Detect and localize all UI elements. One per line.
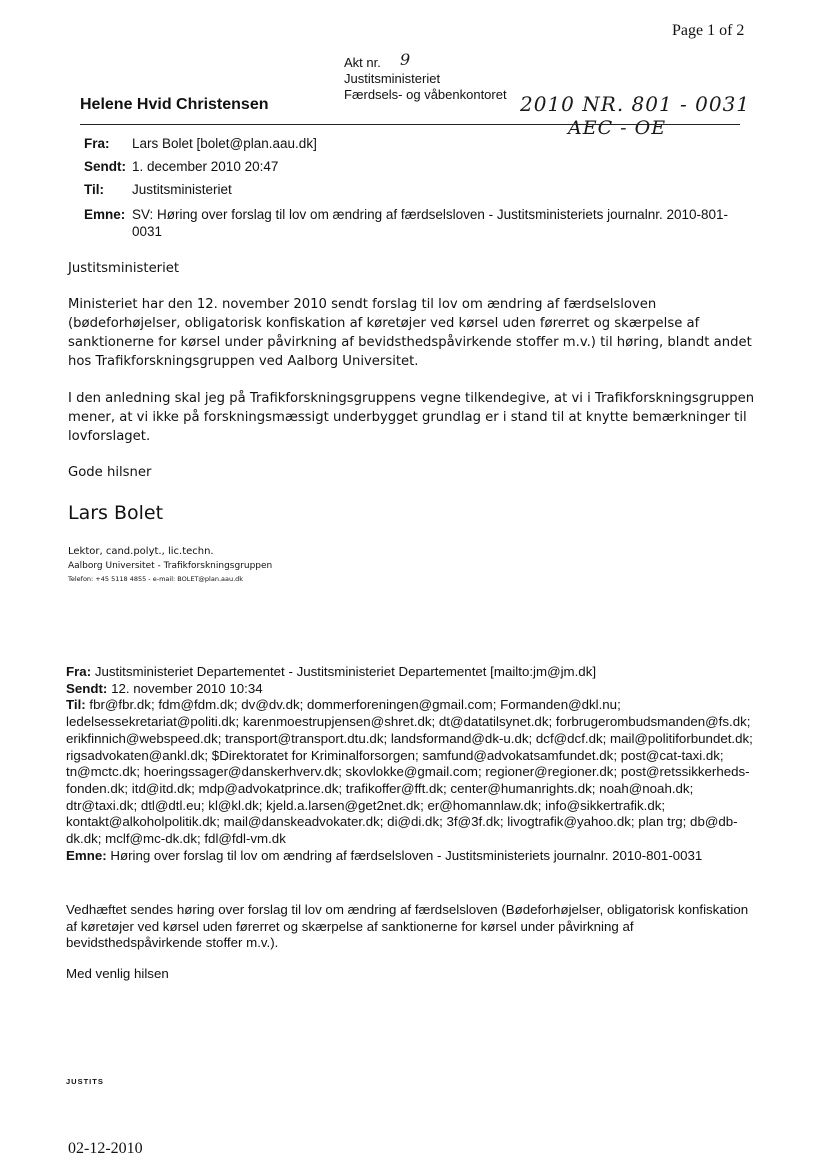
fwd-subject-label: Emne: xyxy=(66,847,107,863)
to-label: Til: xyxy=(84,182,104,197)
subject-row xyxy=(84,206,734,240)
fwd-closing: Med venlig hilsen xyxy=(66,966,169,981)
fwd-from-row xyxy=(66,664,756,681)
stamp-office: Færdsels- og våbenkontoret xyxy=(344,87,507,102)
sent-row xyxy=(84,158,278,175)
fwd-sent-row xyxy=(66,681,756,698)
fwd-subject-row xyxy=(66,848,756,865)
fwd-subject-value: Høring over forslag til lov om ændring af færdselsloven - Justitsministeriets journalnr. 2010-801-0031 xyxy=(110,847,703,863)
reply-salutation: Justitsministeriet xyxy=(68,261,180,276)
fwd-footer: JUSTITS xyxy=(66,1077,104,1086)
from-value: Lars Bolet [bolet@plan.aau.dk] xyxy=(132,136,317,151)
reply-paragraph-2: I den anledning skal jeg på Trafikforskningsgruppens vegne tilkendegive, at vi i Trafikforskningsgruppen mener, at vi ikke på forskningsmæssigt underbygget grundlag er i stand til at knytte bemærkninger til lovforslaget. xyxy=(68,391,755,444)
fwd-body: Vedhæftet sendes høring over forslag til lov om ændring af færdselsloven (Bødeforhøjelser, obligatorisk konfiskation af køretøjer ved kørsel uden førerret og skærpelse af sanktionerne for kørsel under påvirkning af bevidsthedspåvirkende stoffer m.v.). xyxy=(66,902,749,951)
subject-label: Emne: xyxy=(84,207,126,222)
signature-affiliation: Aalborg Universitet - Trafikforskningsgruppen xyxy=(68,561,273,571)
sent-value: 1. december 2010 20:47 xyxy=(132,159,279,174)
fwd-sent-value: 12. november 2010 10:34 xyxy=(111,680,263,696)
signature-contact: Telefon: +45 5118 4855 - e-mail: BOLET@plan.aau.dk xyxy=(68,575,244,583)
stamp-ministry: Justitsministeriet xyxy=(344,71,441,86)
fwd-to-row xyxy=(66,697,756,847)
akt-label: Akt nr. xyxy=(344,55,381,70)
forwarded-header xyxy=(66,664,756,864)
handwritten-case-number: 2010 NR. 801 - 0031 xyxy=(520,92,751,116)
from-row xyxy=(84,135,317,152)
from-label: Fra: xyxy=(84,136,110,151)
fwd-from-label: Fra: xyxy=(66,664,92,679)
handwritten-akt-number: 9 xyxy=(400,50,412,69)
header-divider xyxy=(80,124,740,125)
sent-label: Sendt: xyxy=(84,159,126,174)
to-value: Justitsministeriet xyxy=(132,182,232,197)
reply-closing: Gode hilsner xyxy=(68,465,152,480)
signature-name: Lars Bolet xyxy=(68,502,164,524)
print-date: 02-12-2010 xyxy=(68,1140,143,1157)
page-number: Page 1 of 2 xyxy=(672,22,745,39)
reply-paragraph-1: Ministeriet har den 12. november 2010 sendt forslag til lov om ændring af færdselsloven (bødeforhøjelser, obligatorisk konfiskation af køretøjer ved kørsel uden førerret og skærpelse af sanktionerne for kørsel under påvirkning af bevidsthedspåvirkende stoffer m.v.) til høring, blandt andet hos Trafikforskningsgruppen ved Aalborg Universitet. xyxy=(68,297,752,369)
fwd-to-label: Til: xyxy=(66,697,86,713)
fwd-to-value: fbr@fbr.dk; fdm@fdm.dk; dv@dv.dk; dommerforeningen@gmail.com; Formanden@dkl.nu; ledelsessekretariat@politi.dk; karenmoestrupjensen@shret.dk; dt@datatilsynet.dk; forbrugerombudsmanden@fs.dk; erikfinnich@webspeed.dk; transport@transport.dtu.dk; landsformand@dk-u.dk; dcf@dcf.dk; mail@politiforbundet.dk; rigsadvokaten@ankl.dk; $Direktoratet for Kriminalforsorgen; samfund@advokatsamfundet.dk; post@cat-taxi.dk; tn@mctc.dk; hoeringssager@danskerhverv.dk; skovlokke@gmail.com; regioner@regioner.dk; post@retssikkerheds-fonden.dk; itd@itd.dk; mdp@advokatprince.dk; trafikoffer@fft.dk; center@humanrights.dk; noah@noah.dk; dtr@taxi.dk; dtl@dtl.eu; kl@kl.dk; kjeld.a.larsen@get2net.dk; er@homannlaw.dk; info@sikkertrafik.dk; kontakt@alkoholpolitik.dk; mail@danskeadvokater.dk; di@di.dk; 3f@3f.dk; livogtrafik@yahoo.dk; plan trg; db@db-dk.dk; mclf@mc-dk.dk; fdl@fdl-vm.dk xyxy=(66,697,753,847)
signature-title: Lektor, cand.polyt., lic.techn. xyxy=(68,546,214,557)
recipient-name: Helene Hvid Christensen xyxy=(80,96,269,113)
fwd-sent-label: Sendt: xyxy=(66,680,108,696)
fwd-from-value: Justitsministeriet Departementet - Justitsministeriet Departementet [mailto:jm@jm.dk] xyxy=(94,664,597,679)
case-stamp xyxy=(344,55,507,103)
to-row xyxy=(84,181,232,198)
handwritten-initials: AEC - OE xyxy=(568,117,667,139)
subject-value: SV: Høring over forslag til lov om ændring af færdselsloven - Justitsministeriets journalnr. 2010-801-0031 xyxy=(132,207,728,239)
